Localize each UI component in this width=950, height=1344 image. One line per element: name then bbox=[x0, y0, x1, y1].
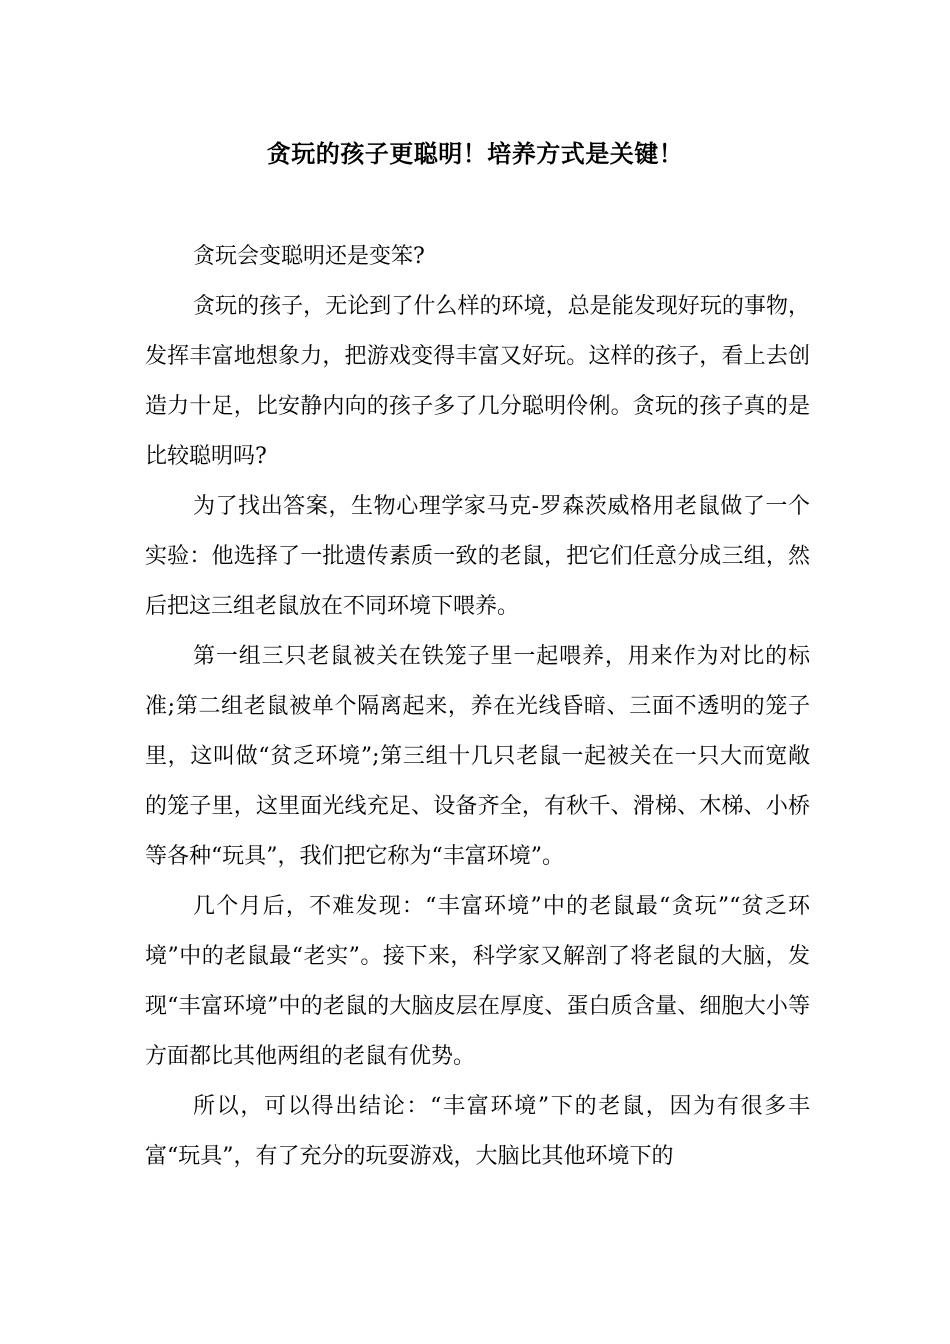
paragraph-1: 贪玩会变聪明还是变笨? bbox=[193, 244, 425, 269]
paragraph-6: 所以，可以得出结论：“丰富环境”下的老鼠，因为有很多丰富“玩具”，有了充分的玩耍游戏，大脑比其他环境下的 bbox=[145, 1094, 810, 1169]
document-title: 贪玩的孩子更聪明！培养方式是关键！ bbox=[266, 140, 684, 168]
paragraph-5: 几个月后，不难发现：“丰富环境”中的老鼠最“贪玩”“贫乏环境”中的老鼠最“老实”。接下来，科学家又解剖了将老鼠的大脑，发现“丰富环境”中的老鼠的大脑皮层在厚度、蛋白质含量、细胞大小等方面都比其他两组的老鼠有优势。 bbox=[145, 894, 810, 1069]
paragraph-3: 为了找出答案，生物心理学家马克-罗森茨威格用老鼠做了一个实验：他选择了一批遗传素质一致的老鼠，把它们任意分成三组，然后把这三组老鼠放在不同环境下喂养。 bbox=[145, 494, 810, 619]
document-body bbox=[145, 232, 810, 1182]
paragraph-4: 第一组三只老鼠被关在铁笼子里一起喂养，用来作为对比的标准;第二组老鼠被单个隔离起来，养在光线昏暗、三面不透明的笼子里，这叫做“贫乏环境”;第三组十几只老鼠一起被关在一只大而宽敞的笼子里，这里面光线充足、设备齐全，有秋千、滑梯、木梯、小桥等各种“玩具”，我们把它称为“丰富环境”。 bbox=[145, 644, 810, 869]
paragraph-2: 贪玩的孩子，无论到了什么样的环境，总是能发现好玩的事物，发挥丰富地想象力，把游戏变得丰富又好玩。这样的孩子，看上去创造力十足，比安静内向的孩子多了几分聪明伶俐。贪玩的孩子真的是比较聪明吗? bbox=[145, 294, 810, 469]
